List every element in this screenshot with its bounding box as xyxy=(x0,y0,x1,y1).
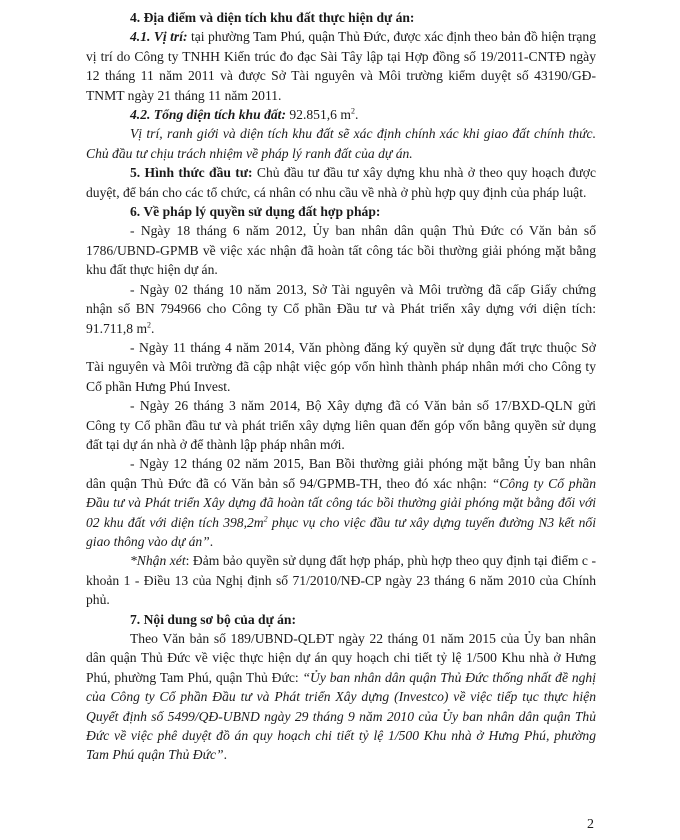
section-6-p2-text: - Ngày 02 tháng 10 năm 2013, Sở Tài nguyên và Môi trường đã cấp Giấy chứng nhận số BN 794966 cho Công ty Cổ phần Đầu tư và Phát triển xây dựng với diện tích: 91.711,8 m xyxy=(86,281,596,336)
section-6-p1: - Ngày 18 tháng 6 năm 2012, Ủy ban nhân dân quận Thủ Đức có Văn bản số 1786/UBND-GPMB về việc xác nhận đã hoàn tất công tác bồi thường giải phóng mặt bằng khu đất thực hiện dự án. xyxy=(86,223,596,278)
section-6-p5-text: - Ngày 12 tháng 02 năm 2015, Ban Bồi thường giải phóng mặt bằng Ủy ban nhân dân quận Thủ Đức đã có Văn bản số 94/GPMB-TH, theo đó xác nhận: xyxy=(86,456,596,491)
section-7-p1-text: Theo Văn bản số 189/UBND-QLĐT ngày 22 tháng 01 năm 2015 của Ủy ban nhân dân quận Thủ Đức về việc thực hiện dự án quy hoạch chi tiết tỷ lệ 1/500 Khu nhà ở Hưng Phú, phường Tam Phú, quận Thủ Đức: xyxy=(86,631,596,685)
section-7-p1-end: . xyxy=(223,747,227,763)
section-4-1-label: 4.1. Vị trí: xyxy=(130,29,188,45)
section-5-text: Chủ đầu tư đầu tư xây dựng khu nhà ở theo quy hoạch được duyệt, để bán cho các tổ chức, cá nhân có nhu cầu về nhà ở phù hợp quy định của pháp luật. xyxy=(86,165,596,200)
section-6-p5-quote-end: phục vụ cho việc đầu tư xây dựng tuyến đường N3 kết nối giao thông vào dự án” xyxy=(86,514,596,549)
section-7-heading: 7. Nội dung sơ bộ của dự án: xyxy=(130,611,297,627)
section-7-p1-quote: “Ủy ban nhân dân quận Thủ Đức thống nhất đề nghị của Công ty Cổ phần Đầu tư và Phát triển Xây dựng (Investco) về việc tiếp tục thực hiện Quyết định số 5499/QĐ-UBND ngày 29 tháng 9 năm 2010 của Ủy ban nhân dân quận Thủ Đức về việc phê duyệt đồ án quy hoạch chi tiết tỷ lệ 1/500 Khu nhà ở Hưng Phú, phường Tam Phú quận Thủ Đức” xyxy=(86,669,596,763)
section-7-p1 xyxy=(86,629,596,765)
section-4-1 xyxy=(86,27,596,105)
section-6-p5-quote: “Công ty Cổ phần Đầu tư và Phát triển Xây dựng đã hoàn tất công tác bồi thường giải phóng mặt bằng đối với 02 khu đất với diện tích 398,2m xyxy=(86,475,596,530)
section-6-remark-text: : Đảm bảo quyền sử dụng đất hợp pháp, phù hợp theo quy định tại điểm c - khoản 1 - Điều 13 của Nghị định số 71/2010/NĐ-CP ngày 23 tháng 6 năm 2010 của Chính phủ. xyxy=(86,553,597,608)
section-6-p5-sup: 2 xyxy=(263,514,268,524)
section-6-remark-label: *Nhận xét xyxy=(130,553,186,569)
section-4-2 xyxy=(86,105,596,124)
section-4-2-value: 92.851,6 m xyxy=(285,107,351,123)
section-4-note: Vị trí, ranh giới và diện tích khu đất sẽ xác định chính xác khi giao đất chính thức. Chủ đầu tư chịu trách nhiệm về pháp lý ranh đất của dự án. xyxy=(86,126,596,161)
section-6-p4: - Ngày 26 tháng 3 năm 2014, Bộ Xây dựng đã có Văn bản số 17/BXD-QLN gửi Công ty Cổ phần đầu tư và phát triển xây dựng liên quan đến góp vốn bằng quyền sử dụng đất tại dự án nhà ở để thành lập pháp nhân mới. xyxy=(86,398,596,452)
section-6-p5 xyxy=(86,454,596,551)
section-4-2-end: . xyxy=(354,107,359,123)
section-6-p2-sup: 2 xyxy=(147,319,152,329)
section-4-2-sup: 2 xyxy=(350,106,355,116)
section-6-p3: - Ngày 11 tháng 4 năm 2014, Văn phòng đăng ký quyền sử dụng đất trực thuộc Sở Tài nguyên và Môi trường đã cập nhật việc góp vốn hình thành pháp nhân mới cho Công ty Cổ phần Hưng Phú Invest. xyxy=(86,339,596,394)
page-number: 2 xyxy=(587,816,594,832)
section-5 xyxy=(86,163,596,202)
section-6-p2-end: . xyxy=(151,320,155,336)
section-6-p5-end: . xyxy=(209,533,214,549)
section-4-heading: 4. Địa điểm và diện tích khu đất thực hiện dự án: xyxy=(130,10,415,25)
section-6-heading: 6. Về pháp lý quyền sử dụng đất hợp pháp: xyxy=(130,204,381,220)
section-6-remark xyxy=(86,551,596,609)
section-5-label: 5. Hình thức đầu tư: xyxy=(130,165,253,181)
section-6-p2 xyxy=(86,280,596,338)
section-4-1-text: tại phường Tam Phú, quận Thủ Đức, được xác định theo bản đồ hiện trạng vị trí do Công ty TNHH Kiến trúc đo đạc Sài Tây lập tại Hợp đồng số 19/2011-CNTĐ ngày 12 tháng 11 năm 2011 và được Sở Tài nguyên và Môi trường kiểm duyệt số 43190/GĐ-TNMT ngày 21 tháng 11 năm 2011. xyxy=(86,29,596,103)
section-4-2-label: 4.2. Tổng diện tích khu đất: xyxy=(130,107,286,123)
